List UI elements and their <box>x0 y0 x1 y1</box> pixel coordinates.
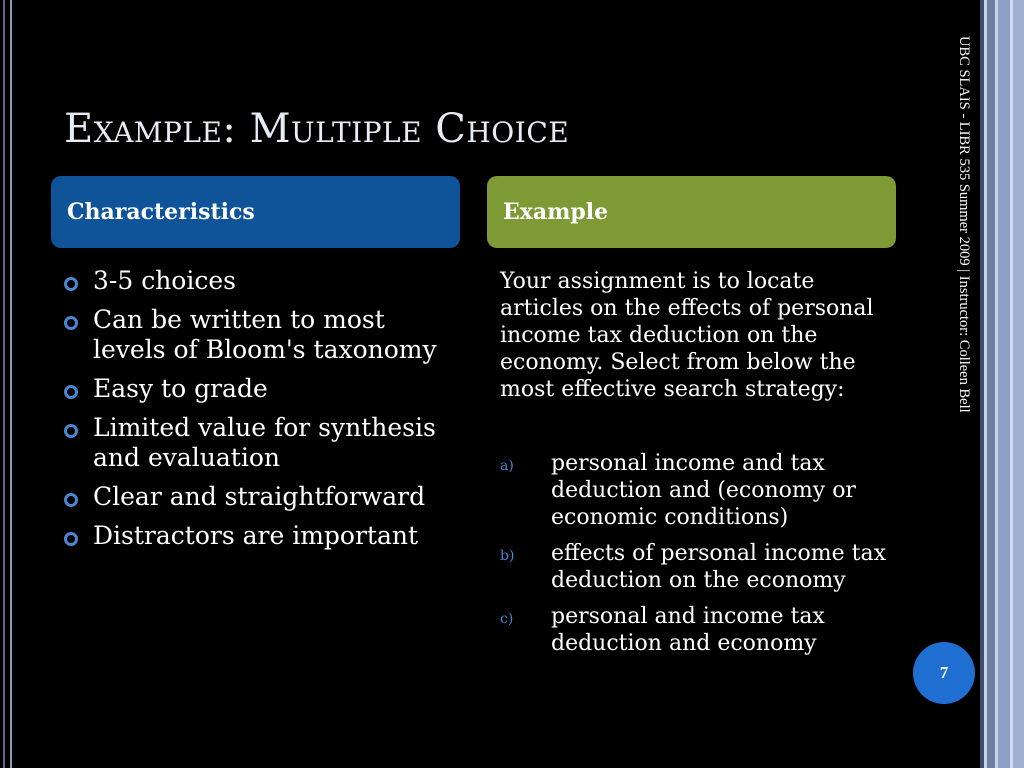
right-stripe <box>1013 0 1024 768</box>
bullet-icon <box>64 316 78 330</box>
list-item-text: 3-5 choices <box>93 266 236 295</box>
right-stripe <box>987 0 995 768</box>
list-item <box>62 374 442 404</box>
list-item-text: Limited value for synthesis and evaluation <box>93 413 436 472</box>
list-item-text: Easy to grade <box>93 374 268 403</box>
bullet-icon <box>64 493 78 507</box>
characteristics-list <box>62 266 442 560</box>
bullet-icon <box>64 424 78 438</box>
slide-title: Example: Multiple Choice <box>64 106 570 152</box>
choice-text: personal and income tax deduction and economy <box>551 604 825 656</box>
vertical-footer-text: UBC SLAIS - LIBR 535 Summer 2009 | Instructor: Colleen Bell <box>956 36 972 413</box>
choice-text: effects of personal income tax deduction on the economy <box>551 541 886 593</box>
choice-item <box>500 450 900 531</box>
list-item <box>62 266 442 296</box>
bullet-icon <box>64 532 78 546</box>
characteristics-header-label: Characteristics <box>67 199 255 225</box>
list-item <box>62 521 442 551</box>
choice-letter: c) <box>500 611 514 627</box>
choice-letter: b) <box>500 548 515 564</box>
list-item-text: Clear and straightforward <box>93 482 426 511</box>
example-header <box>487 176 896 248</box>
choice-item <box>500 540 900 594</box>
left-frame-border <box>0 0 12 768</box>
list-item <box>62 482 442 512</box>
list-item-text: Distractors are important <box>93 521 418 550</box>
choice-item <box>500 603 900 657</box>
example-prompt: Your assignment is to locate articles on the effects of personal income tax deduction on the economy. Select from below the most effective search strategy: <box>500 269 874 402</box>
characteristics-header <box>51 176 460 248</box>
list-item <box>62 305 442 365</box>
left-frame-line <box>3 0 5 768</box>
example-choices-list <box>500 450 900 666</box>
list-item <box>62 413 442 473</box>
list-item-text: Can be written to most levels of Bloom's taxonomy <box>93 305 437 364</box>
choice-text: personal income and tax deduction and (economy or economic conditions) <box>551 451 856 530</box>
bullet-icon <box>64 385 78 399</box>
page-number: 7 <box>939 663 949 682</box>
page-number-badge <box>913 642 975 704</box>
choice-letter: a) <box>500 458 514 474</box>
bullet-icon <box>64 277 78 291</box>
example-header-label: Example <box>503 199 609 225</box>
right-stripe <box>998 0 1010 768</box>
